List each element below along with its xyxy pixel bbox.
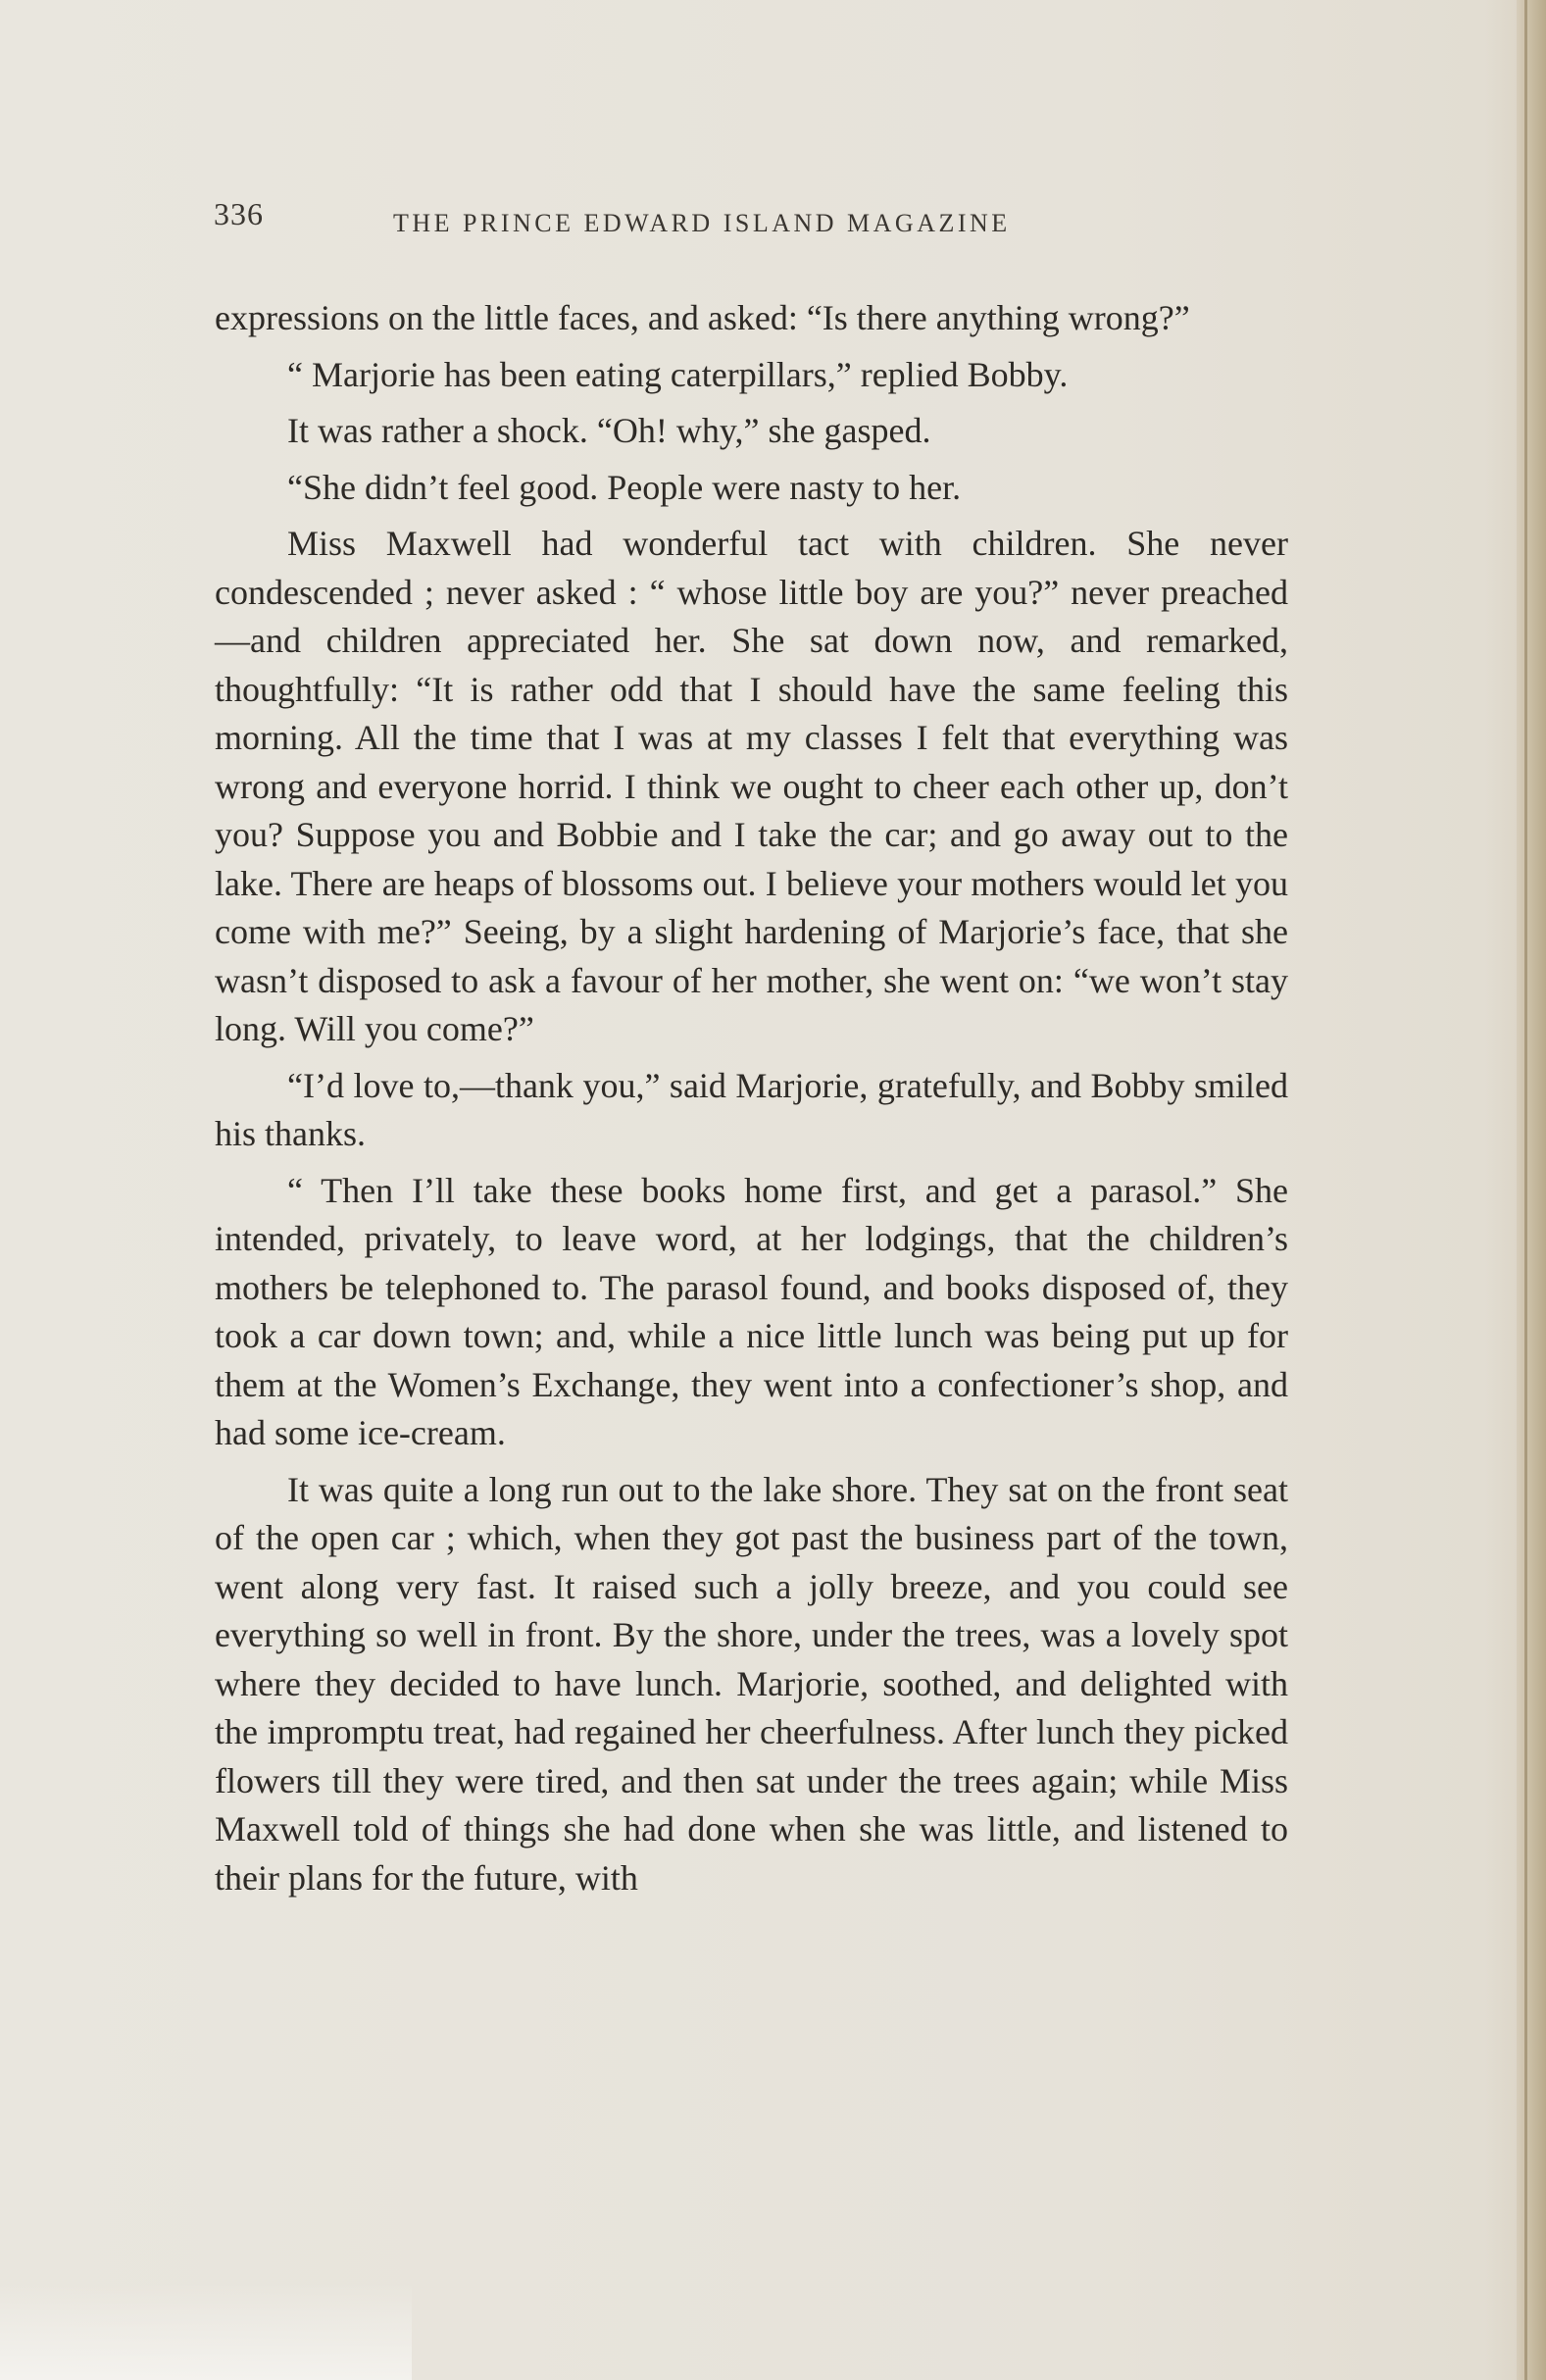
running-head: THE PRINCE EDWARD ISLAND MAGAZINE bbox=[393, 209, 1011, 237]
paragraph: It was rather a shock. “Oh! why,” she gasped. bbox=[287, 411, 931, 450]
binding-line bbox=[1524, 0, 1527, 2380]
paragraph: expressions on the little faces, and asked: “Is there anything wrong?” bbox=[215, 298, 1190, 337]
body-text bbox=[215, 294, 1288, 1910]
paragraph: “ Marjorie has been eating caterpillars,” replied Bobby. bbox=[287, 354, 1069, 394]
page-shading bbox=[0, 2282, 412, 2380]
page-number: 336 bbox=[214, 196, 264, 231]
page-header bbox=[214, 196, 1155, 245]
paragraph: “She didn’t feel good. People were nasty to her. bbox=[287, 467, 962, 507]
paragraph: Miss Maxwell had wonderful tact with children. She never condescended ; never asked : “ whose little boy are you?” never preached—and children appreciated her. She sat down now, and remarked, thoughtfully: “It is rather odd that I should have the same feeling this morning. All the time that I was at my classes I felt that everything was wrong and everyone horrid. I think we ought to cheer each other up, don’t you? Suppose you and Bobbie and I take the car; and go away out to the lake. There are heaps of blossoms out. I believe your mothers would let you come with me?” Seeing, by a slight hardening of Marjorie’s face, that she wasn’t disposed to ask a favour of her mother, she went on: “we won’t stay long. Will you come?” bbox=[215, 524, 1288, 1048]
paragraph: It was quite a long run out to the lake shore. They sat on the front seat of the open car ; which, when they got past the business part of the town, went along very fast. It raised such a jolly breeze, and you could see everything so well in front. By the shore, under the trees, was a lovely spot where they decided to have lunch. Marjorie, soothed, and delighted with the impromptu treat, had regained her cheerfulness. After lunch they picked flowers till they were tired, and then sat under the trees again; while Miss Maxwell told of things she had done when she was little, and listened to their plans for the future, with bbox=[215, 1469, 1288, 1898]
page-edge bbox=[1517, 0, 1546, 2380]
paragraph: “ Then I’ll take these books home first, and get a parasol.” She intended, privately, to leave word, at her lodgings, that the children’s mothers be telephoned to. The parasol found, and books disposed of, they took a car down town; and, while a nice little lunch was being put up for them at the Women’s Exchange, they went into a confectioner’s shop, and had some ice-cream. bbox=[215, 1170, 1288, 1452]
paragraph: “I’d love to,—thank you,” said Marjorie, gratefully, and Bobby smiled his thanks. bbox=[215, 1065, 1288, 1153]
